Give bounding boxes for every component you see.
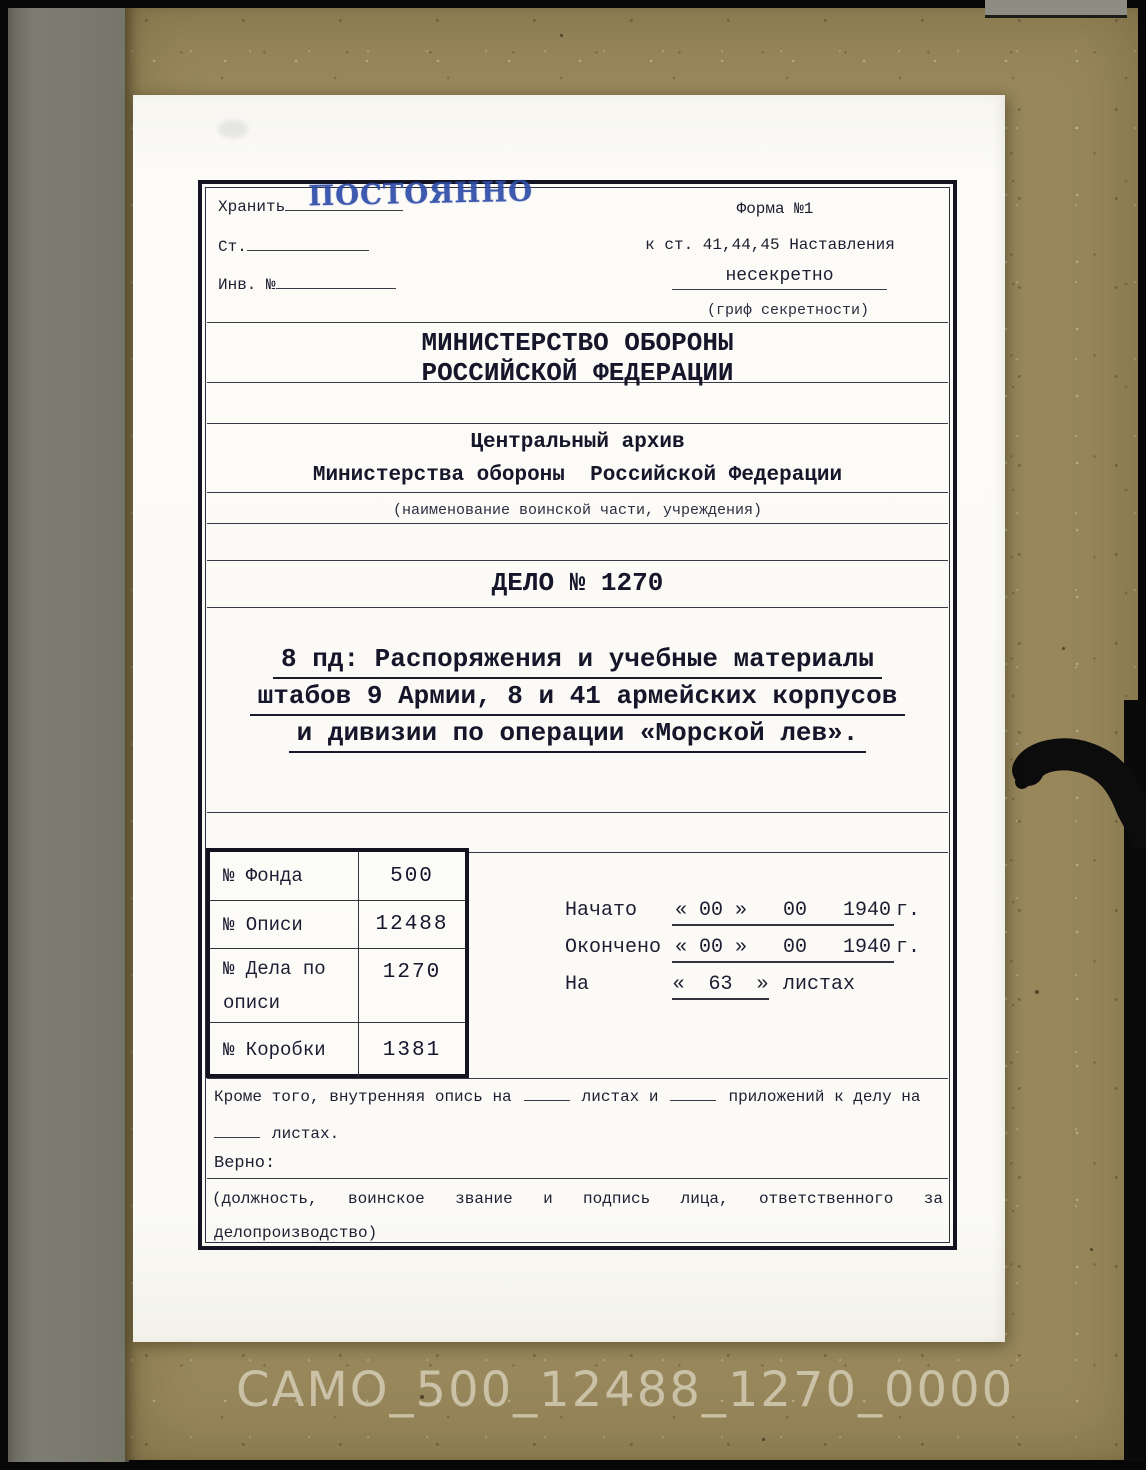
inv-label: Инв. № bbox=[218, 276, 276, 294]
divider bbox=[469, 852, 948, 853]
sign-word: воинское bbox=[347, 1190, 425, 1208]
sheets-value: « 63 » bbox=[672, 973, 769, 996]
inv-field bbox=[218, 274, 396, 296]
sheets-row bbox=[565, 973, 855, 1000]
fond-value: 500 bbox=[390, 864, 434, 888]
sign-word: за bbox=[923, 1190, 943, 1208]
archive-line1: Центральный архив bbox=[470, 431, 685, 454]
case-title-line3 bbox=[202, 718, 953, 753]
started-label: Начато bbox=[565, 899, 638, 922]
divider bbox=[207, 423, 948, 424]
form-frame bbox=[198, 174, 957, 1250]
year-suffix: г. bbox=[896, 936, 921, 959]
case-title-text1: 8 пд: Распоряжения и учебные материалы bbox=[273, 644, 882, 679]
unit-caption: (наименование воинской части, учреждения) bbox=[392, 502, 763, 519]
archive-watermark: CAMO_500_12488_1270_0000 bbox=[236, 1362, 1015, 1418]
sign-word: звание bbox=[455, 1190, 513, 1208]
cardboard-speck bbox=[1035, 990, 1039, 994]
verno-label: Верно: bbox=[214, 1154, 276, 1173]
divider bbox=[207, 1178, 948, 1179]
krome-text-a: Кроме того, внутренняя опись на bbox=[214, 1088, 512, 1106]
divider bbox=[207, 812, 948, 813]
postoyanno-stamp: ПОСТОЯННО bbox=[307, 174, 534, 213]
finished-month: 00 bbox=[782, 936, 807, 959]
korobka-value: 1381 bbox=[382, 1038, 442, 1062]
secrecy-caption: (гриф секретности) bbox=[706, 302, 870, 319]
finished-day: « 00 » bbox=[675, 936, 748, 959]
divider bbox=[207, 560, 948, 561]
tie-cord bbox=[1012, 724, 1146, 848]
sign-word: лица, bbox=[680, 1190, 729, 1208]
sheets-label: На bbox=[565, 973, 590, 996]
divider bbox=[207, 492, 948, 493]
started-year: 1940 bbox=[842, 899, 891, 922]
blank-line bbox=[670, 1087, 716, 1101]
cardboard-speck bbox=[560, 34, 563, 37]
sheets-word: листах bbox=[783, 973, 856, 996]
case-title-text3: и дивизии по операции «Морской лев». bbox=[289, 718, 867, 753]
fond-label: № Фонда bbox=[210, 852, 359, 900]
case-title-line2 bbox=[202, 681, 953, 716]
finished-year: 1940 bbox=[842, 936, 891, 959]
finished-row bbox=[565, 936, 920, 963]
table-row bbox=[210, 1022, 465, 1077]
blank-line bbox=[214, 1124, 260, 1138]
opis-label: № Описи bbox=[210, 901, 359, 948]
table-row bbox=[210, 900, 465, 948]
signature-caption-tail: делопроизводство) bbox=[214, 1224, 378, 1242]
started-day: « 00 » bbox=[675, 899, 748, 922]
inner-inventory-line bbox=[214, 1086, 941, 1108]
finished-value bbox=[672, 936, 894, 963]
cardboard-speck bbox=[1090, 1248, 1093, 1251]
ministry-line2: РОССИЙСКОЙ ФЕДЕРАЦИИ bbox=[421, 358, 734, 388]
korobka-label: № Коробки bbox=[210, 1023, 359, 1077]
divider bbox=[207, 1078, 948, 1079]
delo-po-opisi-label: № Дела по описи bbox=[210, 949, 359, 1022]
table-row bbox=[210, 948, 465, 1022]
opis-value: 12488 bbox=[375, 913, 449, 936]
secrecy-value: несекретно bbox=[672, 266, 887, 290]
inner-inventory-line2 bbox=[214, 1123, 941, 1145]
started-row bbox=[565, 899, 920, 926]
pencil-smudge bbox=[218, 120, 248, 138]
inv-blank-line bbox=[276, 275, 396, 289]
blank-line bbox=[524, 1087, 570, 1101]
khranit-label: Хранить bbox=[218, 198, 286, 216]
year-suffix: г. bbox=[896, 899, 921, 922]
case-number: ДЕЛО № 1270 bbox=[491, 568, 664, 598]
sign-word: и bbox=[543, 1190, 553, 1208]
form-number: Форма №1 bbox=[736, 200, 814, 218]
ministry-line1: МИНИСТЕРСТВО ОБОРОНЫ bbox=[421, 328, 734, 358]
form-reference: к ст. 41,44,45 Наставления bbox=[645, 236, 895, 254]
case-title-text2: штабов 9 Армии, 8 и 41 армейских корпусов bbox=[250, 681, 906, 716]
folder-edge-strip bbox=[985, 0, 1127, 18]
cardboard-speck bbox=[1062, 647, 1065, 650]
sign-word: (должность, bbox=[212, 1190, 318, 1208]
divider bbox=[207, 607, 948, 608]
folder-spine bbox=[8, 8, 129, 1462]
krome-text-c: приложений к делу на bbox=[728, 1088, 921, 1106]
sign-word: ответственного bbox=[758, 1190, 894, 1208]
delo-po-opisi-value: 1270 bbox=[382, 961, 442, 984]
st-field bbox=[218, 236, 369, 258]
table-row bbox=[210, 852, 465, 900]
sign-word: подпись bbox=[583, 1190, 651, 1208]
archive-line2: Министерства обороны Российской Федерации bbox=[312, 464, 843, 487]
divider bbox=[207, 322, 948, 323]
divider bbox=[207, 523, 948, 524]
finished-label: Окончено bbox=[565, 936, 662, 959]
started-month: 00 bbox=[782, 899, 807, 922]
signature-caption-row bbox=[212, 1190, 943, 1208]
sheets-value-group bbox=[672, 973, 769, 1000]
registry-table bbox=[206, 848, 469, 1078]
krome-text-d: листах. bbox=[272, 1125, 340, 1143]
paper-label bbox=[133, 95, 1005, 1342]
st-blank-line bbox=[247, 237, 369, 251]
case-title-line1 bbox=[202, 644, 953, 679]
st-label: Ст. bbox=[218, 238, 247, 256]
cardboard-speck bbox=[762, 1438, 765, 1441]
krome-text-b: листах и bbox=[581, 1088, 659, 1106]
started-value bbox=[672, 899, 894, 926]
